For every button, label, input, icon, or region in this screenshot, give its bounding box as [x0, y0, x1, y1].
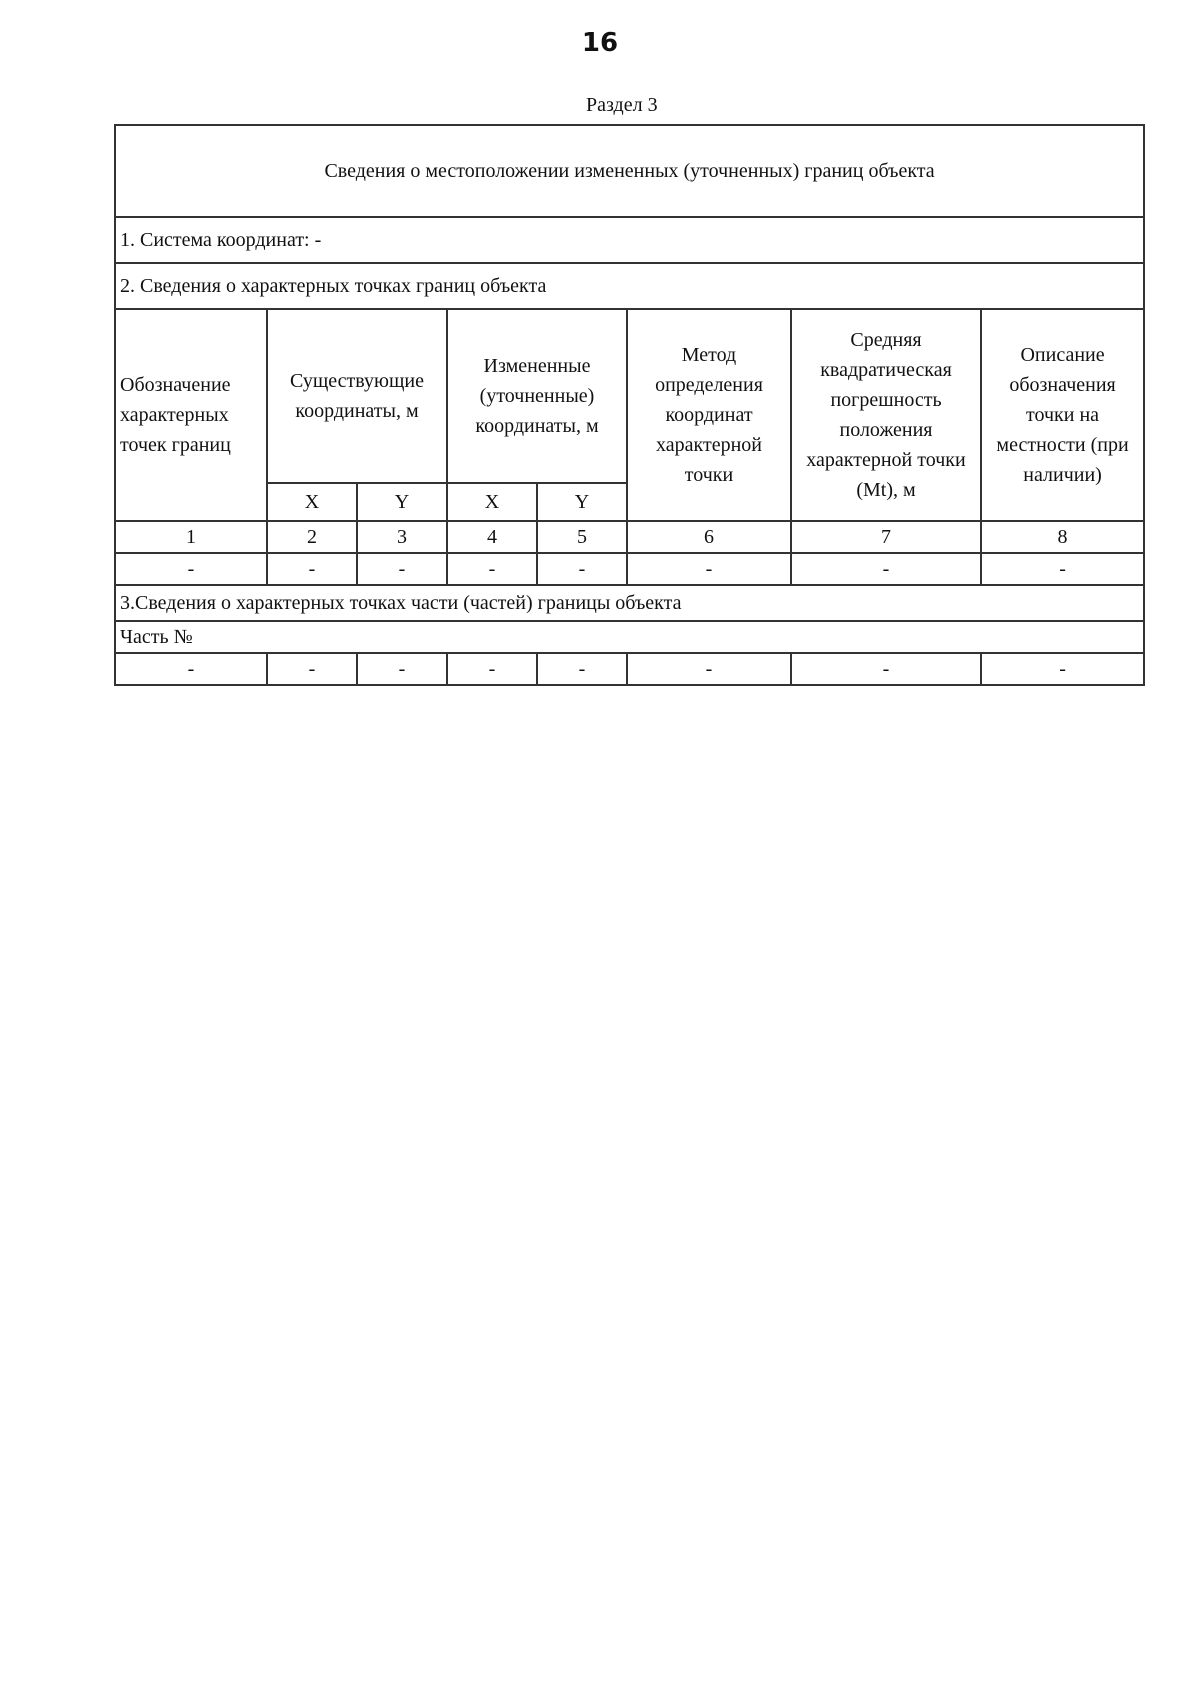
table-cell: -: [627, 553, 791, 585]
header-existing-coords: Существующие координаты, м: [267, 309, 447, 483]
table-cell: -: [267, 653, 357, 685]
column-number: 6: [627, 521, 791, 553]
header-existing-y: Y: [357, 483, 447, 521]
part-number-label: Часть №: [115, 621, 1144, 653]
header-error: Средняя квадратическая погрешность положения характерной точки (Mt), м: [791, 309, 981, 521]
table-cell: -: [627, 653, 791, 685]
table-cell: -: [357, 553, 447, 585]
table-cell: -: [537, 653, 627, 685]
column-number: 1: [115, 521, 267, 553]
page-number: 16: [581, 28, 619, 58]
header-method: Метод определения координат характерной точки: [627, 309, 791, 521]
table-title: Сведения о местоположении измененных (уточненных) границ объекта: [115, 125, 1144, 217]
table-cell: -: [537, 553, 627, 585]
table-cell: -: [447, 653, 537, 685]
section-label: Раздел 3: [586, 94, 658, 116]
table-cell: -: [447, 553, 537, 585]
header-changed-y: Y: [537, 483, 627, 521]
table-cell: -: [267, 553, 357, 585]
column-number: 5: [537, 521, 627, 553]
column-number: 4: [447, 521, 537, 553]
header-changed-x: X: [447, 483, 537, 521]
header-existing-x: X: [267, 483, 357, 521]
table-cell: -: [981, 653, 1144, 685]
table-cell: -: [981, 553, 1144, 585]
table-cell: -: [791, 553, 981, 585]
header-description: Описание обозначения точки на местности (при наличии): [981, 309, 1144, 521]
column-number: 2: [267, 521, 357, 553]
table-cell: -: [115, 553, 267, 585]
column-numbers-row: [115, 521, 1144, 553]
points-heading: 2. Сведения о характерных точках границ объекта: [115, 263, 1144, 309]
parts-data-row: [115, 653, 1144, 685]
boundary-table: [114, 124, 1145, 686]
parts-heading: 3.Сведения о характерных точках части (частей) границы объекта: [115, 585, 1144, 621]
points-data-row: [115, 553, 1144, 585]
column-number: 8: [981, 521, 1144, 553]
column-number: 7: [791, 521, 981, 553]
table-cell: -: [115, 653, 267, 685]
table-cell: -: [357, 653, 447, 685]
table-cell: -: [791, 653, 981, 685]
column-number: 3: [357, 521, 447, 553]
coord-system-row: 1. Система координат: -: [115, 217, 1144, 263]
header-changed-coords: Измененные (уточненные) координаты, м: [447, 309, 627, 483]
header-designation: Обозначение характерных точек границ: [115, 309, 267, 521]
